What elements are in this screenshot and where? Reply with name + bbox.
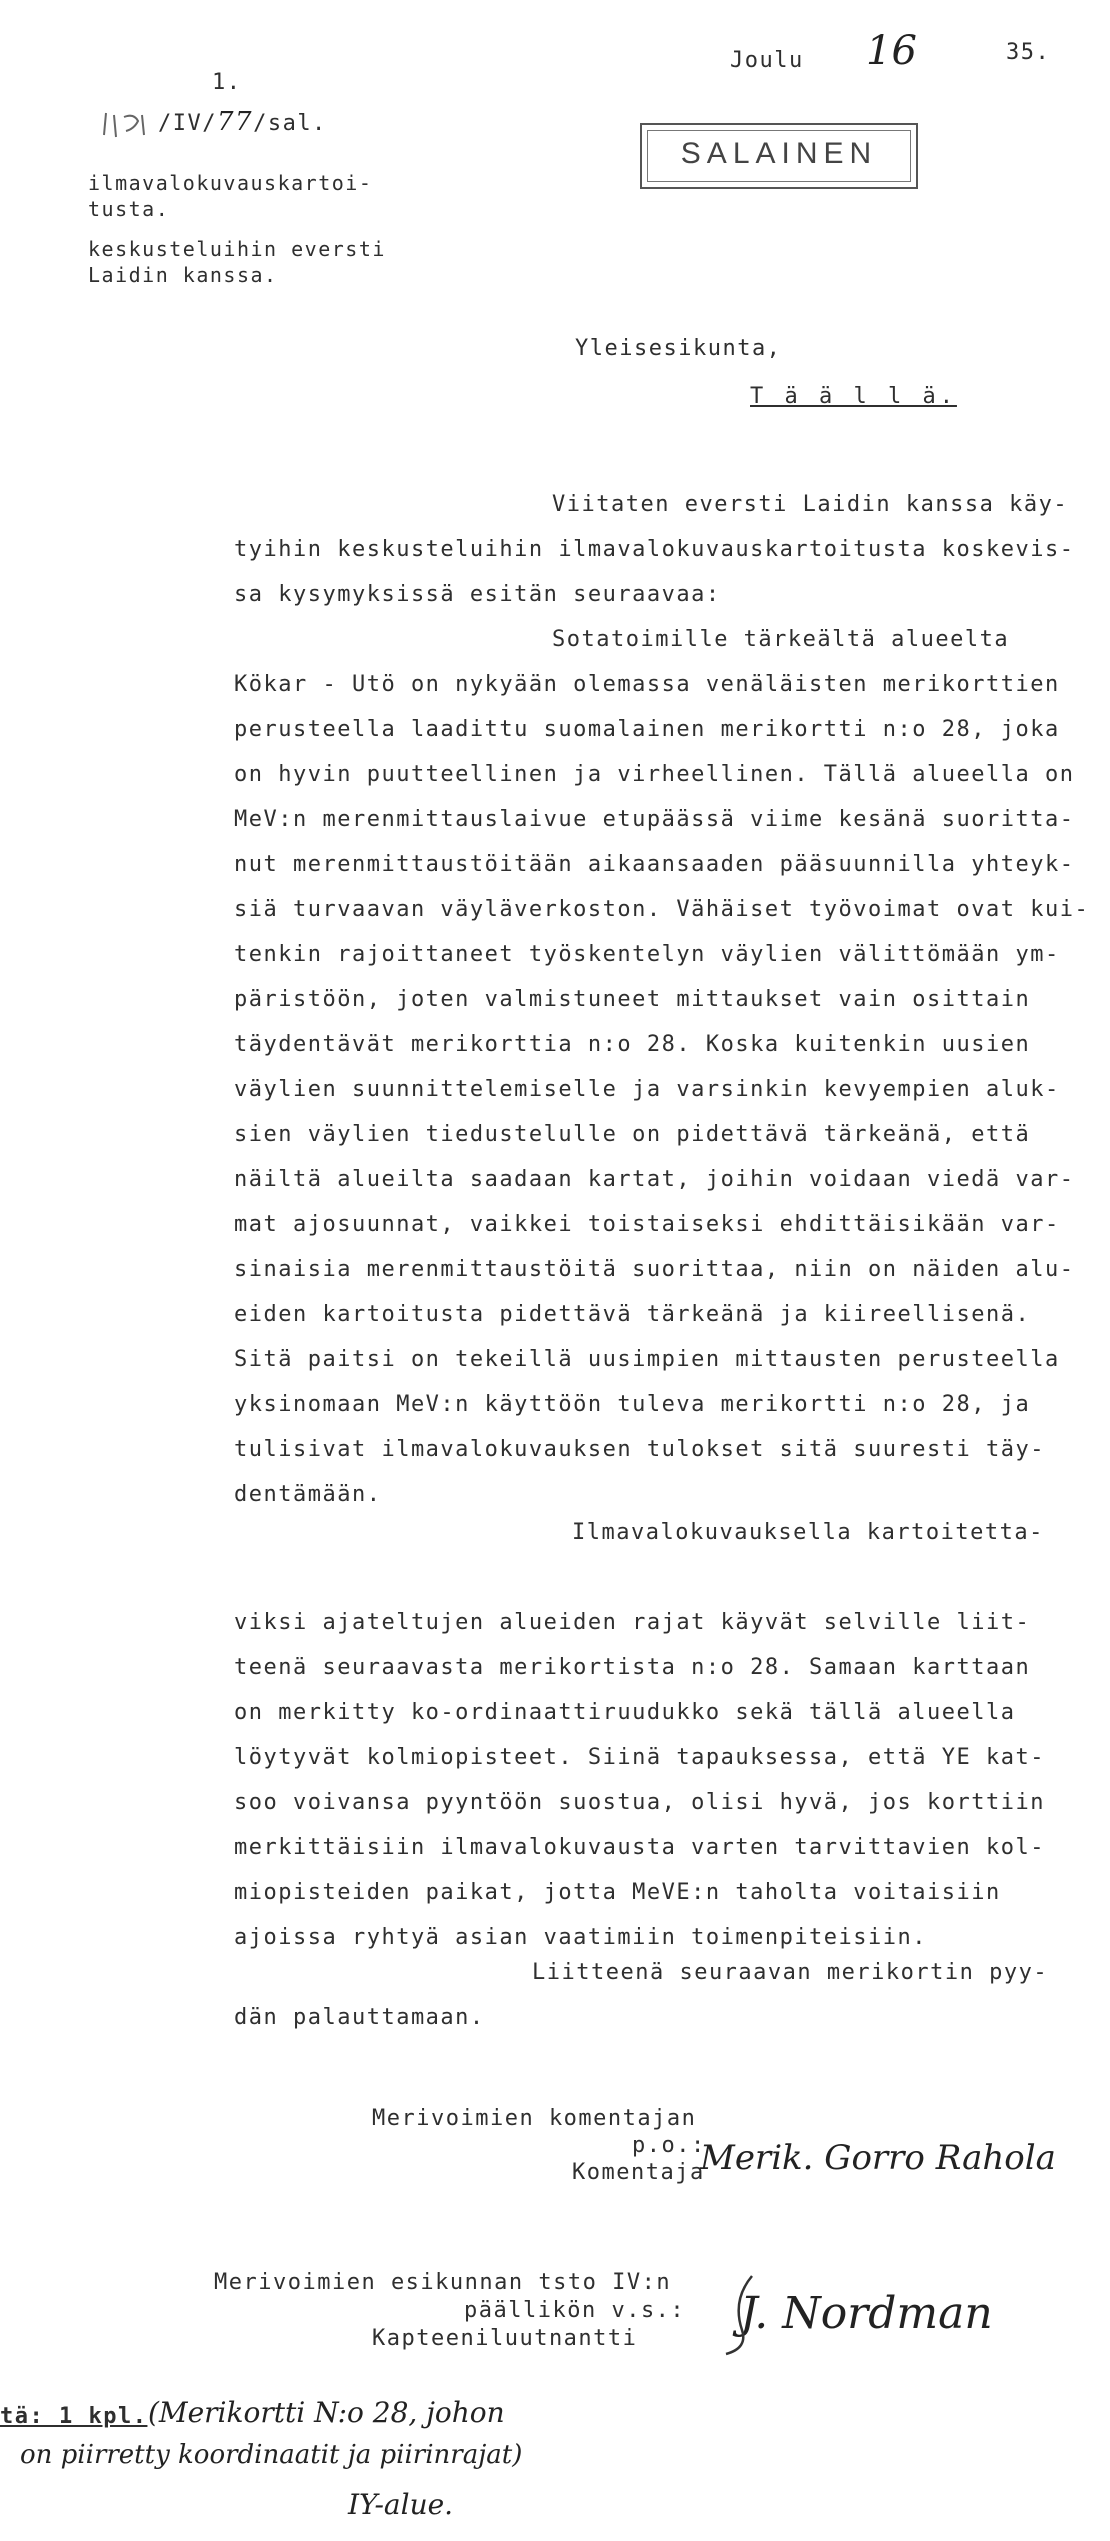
- p2-line: täydentävät merikorttia n:o 28. Koska kuitenkin uusien: [234, 1032, 1031, 1057]
- attachment-note-line-2: on piirretty koordinaatit ja piirinrajat): [20, 2440, 523, 2470]
- p2-line: sien väylien tiedustelulle on pidettävä tärkeänä, että: [234, 1122, 1031, 1147]
- stamp-text: SALAINEN: [680, 137, 878, 170]
- p2-line: perusteella laadittu suomalainen merikortti n:o 28, joka: [234, 717, 1060, 742]
- date-day-handwritten: 16: [866, 28, 917, 74]
- address-place: T ä ä l l ä.: [750, 384, 957, 409]
- p2-line: nut merenmittaustöitään aikaansaaden pääsuunnilla yhteyk-: [234, 852, 1075, 877]
- paragraph-3: [234, 1510, 1084, 1960]
- paragraph-1: [234, 482, 1084, 617]
- p1-line: sa kysymyksissä esitän seuraavaa:: [234, 582, 721, 607]
- p1-line: tyihin keskusteluihin ilmavalokuvauskartoitusta koskevis-: [234, 537, 1075, 562]
- subject2-line-2: Laidin kanssa.: [88, 263, 278, 287]
- signature1-line-2: p.o.:: [632, 2133, 706, 2158]
- signature1-line-3: Komentaja: [572, 2160, 705, 2185]
- p2-line: sinaisia merenmittaustöitä suorittaa, niin on näiden alu-: [234, 1257, 1075, 1282]
- p3-line: miopisteiden paikat, jotta MeVE:n taholta voitaisiin: [234, 1880, 1001, 1905]
- p2-line: Kökar - Utö on nykyään olemassa venäläisten merikorttien: [234, 672, 1060, 697]
- p2-line: tenkin rajoittaneet työskentelyn väylien välittömään ym-: [234, 942, 1060, 967]
- paragraph-2: [234, 617, 1090, 1517]
- p2-line: väylien suunnittelemiselle ja varsinkin kevyempien aluk-: [234, 1077, 1060, 1102]
- signature2-flourish: [712, 2270, 772, 2360]
- p3-line: löytyvät kolmiopisteet. Siinä tapauksessa, että YE kat-: [234, 1745, 1045, 1770]
- p2-line: siä turvaavan väyläverkoston. Vähäiset työvoimat ovat kui-: [234, 897, 1090, 922]
- addressee: Yleisesikunta,: [575, 336, 782, 361]
- subject2-line-1: keskusteluihin eversti: [88, 237, 386, 261]
- signature1-handwritten: Merik. Gorro Rahola: [700, 2138, 1056, 2178]
- signature1-line-1: Merivoimien komentajan: [372, 2106, 697, 2131]
- p3-line: teenä seuraavasta merikortista n:o 28. Samaan karttaan: [234, 1655, 1031, 1680]
- redacted-hand-mark: [98, 109, 158, 139]
- p2-line: päristöön, joten valmistuneet mittaukset vain osittain: [234, 987, 1031, 1012]
- p3-line: on merkitty ko-ordinaattiruudukko sekä tällä alueella: [234, 1700, 1016, 1725]
- date-year: 35.: [1006, 40, 1051, 65]
- p2-line: tulisivat ilmavalokuvauksen tulokset sitä suuresti täy-: [234, 1437, 1045, 1462]
- p2-line: eiden kartoitusta pidettävä tärkeänä ja kiireellisenä.: [234, 1302, 1031, 1327]
- signature2-line-1: Merivoimien esikunnan tsto IV:n: [214, 2270, 672, 2295]
- reference-number: [98, 107, 327, 139]
- p3-line: Ilmavalokuvauksella kartoitetta-: [572, 1520, 1044, 1545]
- signature2-line-2: päällikön v.s.:: [464, 2298, 686, 2323]
- ref-hand: 77: [216, 107, 254, 137]
- classification-stamp: [640, 123, 918, 189]
- p1-line: Viitaten eversti Laidin kanssa käy-: [552, 492, 1069, 517]
- p3-line: soo voivansa pyyntöön suostua, olisi hyvä, jos korttiin: [234, 1790, 1045, 1815]
- attachment-label: tä: 1 kpl.: [0, 2404, 148, 2429]
- p3-line: merkittäisiin ilmavalokuvausta varten tarvittavien kol-: [234, 1835, 1045, 1860]
- signature2-handwritten: J. Nordman: [740, 2288, 993, 2339]
- p2-line: MeV:n merenmittauslaivue etupäässä viime kesänä suoritta-: [234, 807, 1075, 832]
- paragraph-4: [234, 1950, 1084, 2040]
- p3-line: viksi ajateltujen alueiden rajat käyvät selville liit-: [234, 1610, 1031, 1635]
- attachment-note-line-3: IY-alue.: [348, 2488, 454, 2521]
- ref-prefix-mark: [98, 109, 158, 139]
- signature2-line-3: Kapteeniluutnantti: [372, 2326, 638, 2351]
- subject-line-2: tusta.: [88, 197, 170, 221]
- p2-line: yksinomaan MeV:n käyttöön tuleva merikortti n:o 28, ja: [234, 1392, 1031, 1417]
- p2-line: Sitä paitsi on tekeillä uusimpien mittausten perusteella: [234, 1347, 1060, 1372]
- p2-line: mat ajosuunnat, vaikkei toistaiseksi ehdittäisikään var-: [234, 1212, 1060, 1237]
- p4-line: Liitteenä seuraavan merikortin pyy-: [532, 1960, 1049, 1985]
- p3-line: ajoissa ryhtyä asian vaatimiin toimenpiteisiin.: [234, 1925, 928, 1950]
- p4-line: dän palauttamaan.: [234, 2005, 485, 2030]
- attachment-note-line-1: (Merikortti N:o 28, johon: [148, 2396, 505, 2429]
- date-month: Joulu: [730, 48, 804, 73]
- ref-suffix: /sal.: [253, 111, 327, 136]
- subject-line-1: ilmavalokuvauskartoi-: [88, 171, 373, 195]
- page-number: 1.: [212, 70, 242, 95]
- p2-line: dentämään.: [234, 1482, 382, 1507]
- p2-line: Sotatoimille tärkeältä alueelta: [552, 627, 1010, 652]
- p2-line: näiltä alueilta saadaan kartat, joihin voidaan viedä var-: [234, 1167, 1075, 1192]
- p2-line: on hyvin puutteellinen ja virheellinen. Tällä alueella on: [234, 762, 1075, 787]
- ref-prefix: /IV/: [158, 111, 217, 136]
- p3-line-spacer: [234, 1555, 1084, 1600]
